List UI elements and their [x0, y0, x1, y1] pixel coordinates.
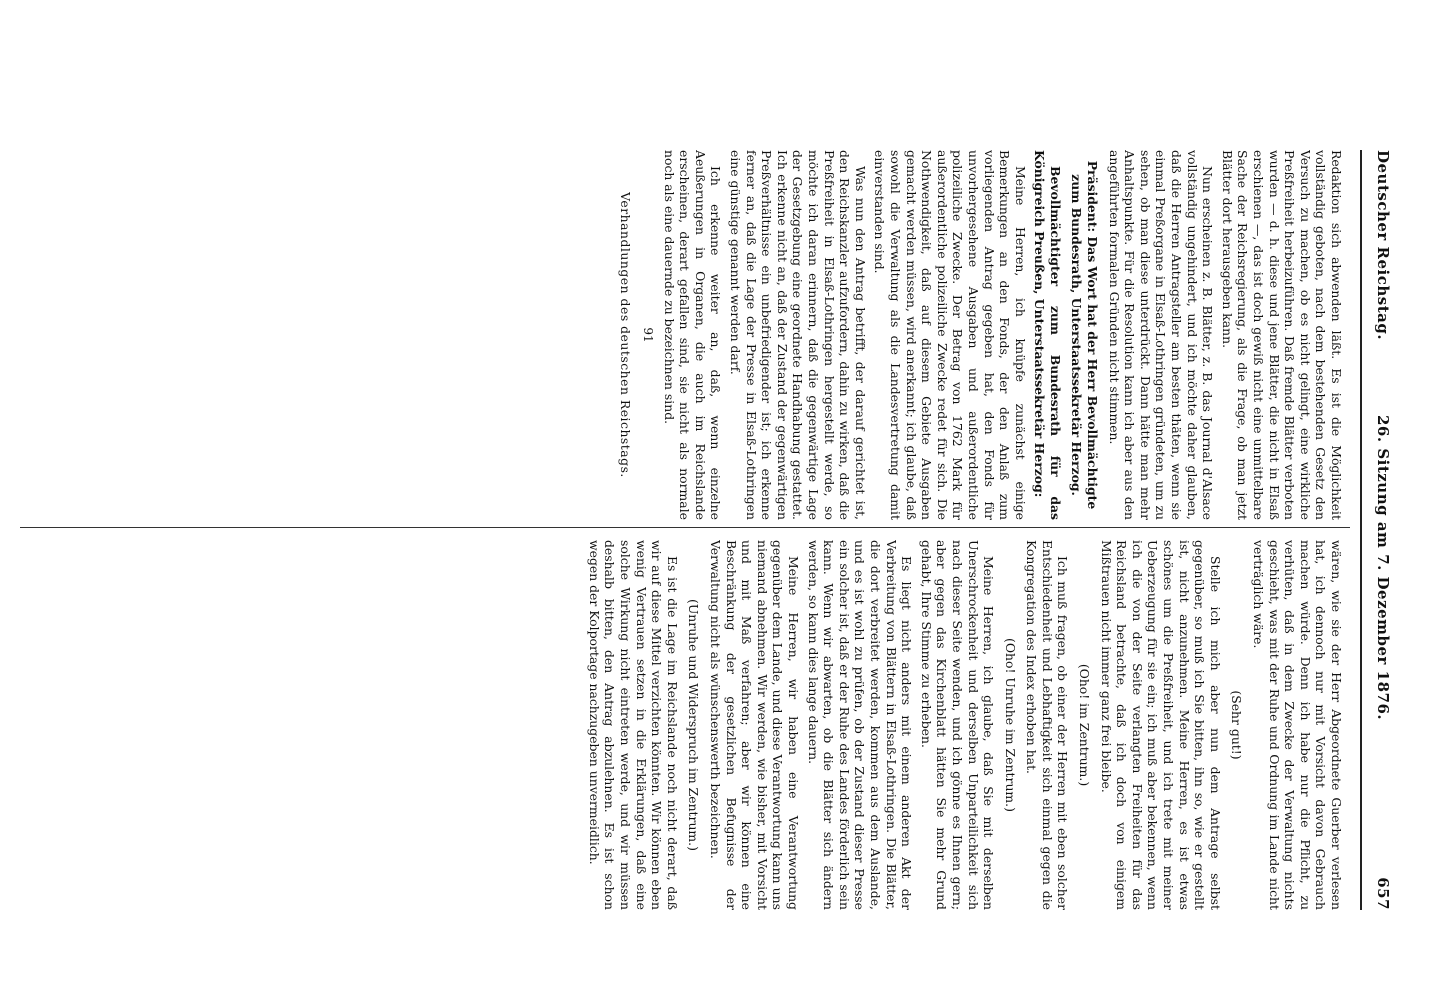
running-head [1362, 150, 1392, 910]
right-paragraph-1: wären, wie sie der Herr Abgeordnete Guerber verlesen hat, ich dennoch nur mit Vorsicht davon Gebrauch machen würde. Denn ich habe nur die Pflicht, zu verhüten, daß in dem Zwecke der Verwaltung nichts geschieht, was mit der Ruhe und Ordnung im Lande nicht verträglich wäre. [1251, 540, 1344, 910]
interjection-3: (Oho! Unruhe im Zentrum.) [1002, 638, 1018, 812]
right-paragraph-4: Meine Herren, ich glaube, daß Sie mit derselben Unerschrockenheit und derselben Unparteilichkeit sich nach dieser Seite wenden, und ich gönne es Ihnen gern; aber gegen das Kirchenblatt hätten Sie mehr Grund gehabt, Ihre Stimme zu erheben. [918, 540, 997, 910]
sheet-number: 91 [641, 327, 656, 343]
speech-paragraph-2: Was nun den Antrag betrifft, der darauf gerichtet ist, den Reichskanzler aufzufordern, dahin zu wirken, daß die Preßfreiheit in Elsaß-Lothringen hergestellt werde, so möchte ich daran erinnern, daß die gegenwärtige Lage der Gesetzgebung eine geordnete Handhabung gestattet. Ich erkenne nicht an, daß der Zustand der gegenwärtigen Preßverhältnisse ein unbefriedigender ist; ich erkenne ferner an, daß die Lage der Presse in Elsaß-Lothringen eine günstige genannt werden darf. [728, 150, 868, 520]
right-column [24, 540, 1344, 910]
header-rule [1360, 150, 1362, 910]
closing-line: Verhandlungen des deutschen Reichstags. [618, 192, 634, 478]
right-paragraph-5: Es liegt nicht anders mit einem anderen Akt der Verbreitung von Blättern in Elsaß-Lothringen. Die Blätter, die dort verbreitet werden, kommen aus dem Auslande, und es ist wohl zu prüfen, ob der Zustand dieser Presse ein solcher ist, daß er der Ruhe des Landes förderlich sein kann. Wenn wir abwarten, ob die Blätter sich ändern werden, so kann dies lange dauern. [805, 540, 915, 910]
speaker-intro: Präsident: Das Wort hat der Herr Bevollmächtigte zum Bundesrath, Unterstaatssekretär Herzog. [1069, 160, 1101, 510]
speech-paragraph-3: Ich erkenne weiter an, daß, wenn einzelne Aeußerungen in Organen, die auch im Reichslande erscheinen, derart gefallen sind, sie nicht als normale noch als eine dauernde zu bezeichnen sind. [661, 150, 724, 520]
left-paragraph-1: Redaktion sich abwenden läßt. Es ist die Möglichkeit vollständig geboten, nach dem bestehenden Gesetz den Versuch zu machen, ob es nicht gelingt, eine wirkliche Preßfreiheit herbeizuführen. Daß fremde Blätter verboten wurden — d. h. diese und jene Blätter, die nicht in Elsaß erschienen —, das ist doch gewiß nicht eine unmittelbare Sache der Reichsregierung, als die Frage, ob man jetzt Blätter dort herausgeben kann. [1219, 150, 1344, 520]
speech-paragraph-1: Meine Herren, ich knüpfe zunächst einige Bemerkungen an den Fonds, der den Anlaß zum vorliegenden Antrag gegeben hat, den Fonds für unvorhergesehene Ausgaben und außerordentliche polizeiliche Zwecke. Der Betrag von 1762 Mark für außerordentliche polizeiliche Zwecke redet für sich. Die Nothwendigkeit, daß auf diesem Gebiete Ausgaben gemacht werden müssen, wird anerkannt; ich glaube, daß sowohl die Verwaltung als die Landesvertretung damit einverstanden sind. [872, 150, 1028, 520]
right-paragraph-6: Meine Herren, wir haben eine Verantwortung gegenüber dem Lande, und diese Verantwortung kann uns niemand abnehmen. Wir werden, wie bisher, mit Vorsicht und mit Maß verfahren; aber wir können eine Beschränkung der gesetzlichen Befugnisse der Verwaltung nicht als wünschenswerth bezeichnen. [708, 540, 801, 910]
right-paragraph-7: Es ist die Lage im Reichslande noch nicht derart, daß wir auf diese Mittel verzichten könnten. Wir können eben wenig Vertrauen setzen in die Erklärungen, daß eine solche Wirkung nicht eintreten werde, und wir müssen deshalb bitten, den Antrag abzulehnen. Es ist schon wegen der Kolportage nachzugeben unvermeidlich. [586, 540, 680, 910]
right-paragraph-2: Stelle ich mich aber nun dem Antrage selbst gegenüber, so muß ich Sie bitten, ihn so, wie er gestellt ist, nicht anzunehmen. Meine Herren, es ist etwas schönes um die Preßfreiheit, und ich trete mit meiner Ueberzeugung für sie ein; ich muß aber bekennen, wenn ich die von der Seite verlangten Freiheiten für das Reichsland betrachte, daß ich doch von einigem Mißtrauen nicht immer ganz frei bleibe. [1098, 540, 1223, 910]
right-paragraph-3: Ich muß fragen, ob einer der Herren mit eben solcher Entschiedenheit und Lebhaftigkeit sich einmal gegen die Kongregation des Index erhoben hat. [1024, 540, 1071, 910]
page-number: 657 [1374, 877, 1392, 910]
publication-title: Deutscher Reichstag. [1374, 150, 1392, 341]
session-date: 26. Sitzung am 7. Dezember 1876. [1374, 415, 1392, 721]
speech-heading: Bevollmächtigter zum Bundesrath für das Königreich Preußen, Unterstaatssekretär Herzog: [1032, 150, 1063, 520]
interjection-2: (Oho! im Zentrum.) [1077, 663, 1093, 787]
interjection-1: (Sehr gut!) [1229, 690, 1245, 760]
left-paragraph-2: Nun erscheinen z. B. Blätter, z. B. das Journal d'Alsace vollständig ungehindert, und ich möchte daher glauben, daß die Herren Antragsteller am besten thäten, wenn sie einmal Preßorgane in Elsaß-Lothringen gründeten, um zu sehen, ob man diese unterdrückt. Dann hätte man mehr Anhaltspunkte. Für die Resolution kann ich aber aus den angeführten formalen Gründen nicht stimmen. [1106, 150, 1216, 520]
column-divider [20, 527, 1350, 528]
left-column [24, 150, 1344, 520]
interjection-4: (Unruhe und Widerspruch im Zentrum.) [686, 599, 702, 851]
